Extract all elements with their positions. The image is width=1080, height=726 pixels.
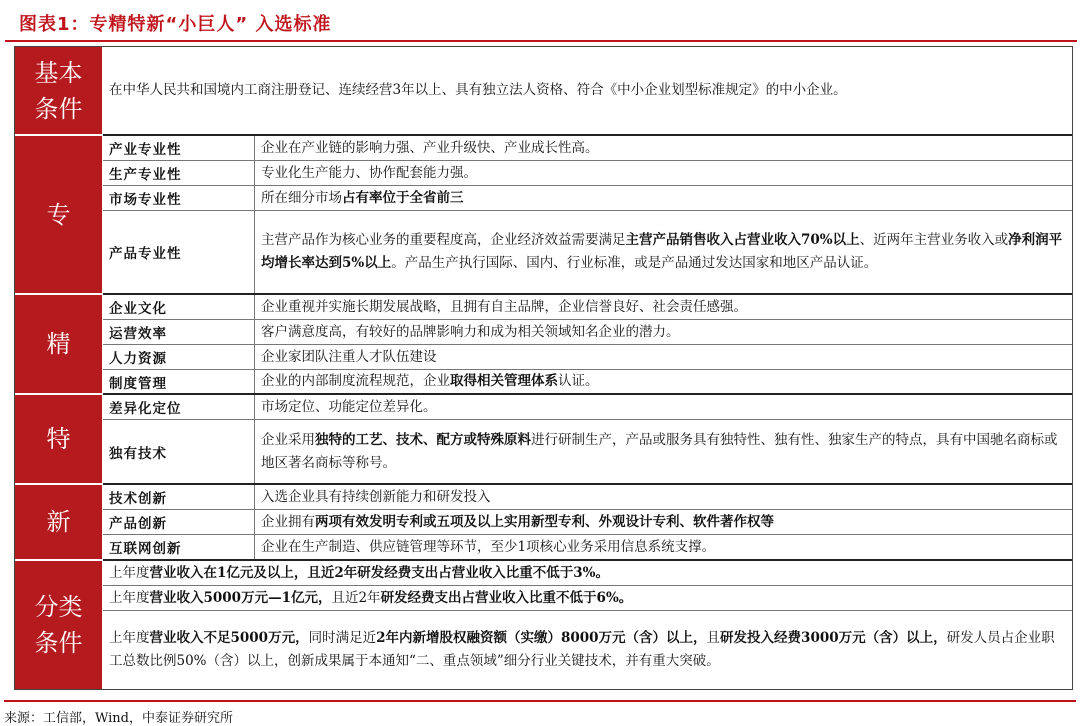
desc-text bbox=[261, 187, 464, 210]
criteria-table bbox=[14, 46, 1073, 690]
emphasis-text: 营业收入不足5000万元， bbox=[149, 630, 309, 646]
row-label: 差异化定位 bbox=[103, 395, 255, 419]
category-basic bbox=[15, 47, 102, 136]
emphasis-text: 研发经费支出占营业收入比重不低于6%。 bbox=[380, 589, 633, 606]
classify-row bbox=[103, 611, 1072, 689]
emphasis-text: 营业收入在1亿元及以上，且近2年研发经费支出占营业收入比重不低于3%。 bbox=[149, 564, 610, 581]
classify-row bbox=[103, 561, 1072, 586]
plain-text: 认证。 bbox=[558, 373, 599, 389]
row-desc bbox=[255, 320, 1072, 344]
plain-text: 上年度 bbox=[109, 564, 150, 581]
row-desc bbox=[255, 161, 1072, 185]
emphasis-text: 取得相关管理体系 bbox=[450, 373, 558, 389]
category-zhuan bbox=[15, 136, 102, 295]
row-desc bbox=[255, 395, 1072, 419]
row-label: 产品专业性 bbox=[103, 211, 255, 293]
plain-text: 同时满足近 bbox=[308, 630, 377, 646]
row-desc bbox=[255, 211, 1072, 293]
category-xin bbox=[15, 485, 102, 561]
row-label: 技术创新 bbox=[103, 485, 255, 509]
desc-text bbox=[109, 587, 632, 610]
plain-text: 企业家团队注重人才队伍建设 bbox=[261, 348, 437, 365]
row-desc bbox=[255, 345, 1072, 369]
plain-text: 主营产品作为核心业务的重要程度高，企业经济效益需要满足 bbox=[261, 232, 626, 248]
row-label: 人力资源 bbox=[103, 345, 255, 369]
desc-text bbox=[261, 321, 680, 344]
row-label: 互联网创新 bbox=[103, 535, 255, 559]
row-label: 产品创新 bbox=[103, 510, 255, 534]
desc-text bbox=[261, 370, 599, 393]
plain-text: 且 bbox=[706, 630, 721, 646]
table-row bbox=[103, 186, 1072, 211]
plain-text: 企业的内部制度流程规范，企业 bbox=[261, 373, 450, 389]
plain-text: 客户满意度高，有较好的品牌影响力和成为相关领域知名企业的潜力。 bbox=[261, 323, 680, 340]
table-row bbox=[103, 485, 1072, 510]
row-label: 企业文化 bbox=[103, 295, 255, 319]
row-desc bbox=[255, 136, 1072, 160]
row-label: 制度管理 bbox=[103, 370, 255, 393]
desc-text bbox=[261, 137, 599, 160]
row-label: 产业专业性 bbox=[103, 136, 255, 160]
row-desc bbox=[255, 370, 1072, 393]
desc-text bbox=[261, 536, 715, 559]
plain-text: 企业在生产制造、供应链管理等环节，至少1项核心业务采用信息系统支撑。 bbox=[261, 538, 716, 555]
emphasis-text: 营业收入5000万元—1亿元， bbox=[149, 589, 332, 606]
row-desc bbox=[255, 510, 1072, 534]
emphasis-text: 2年内新增股权融资额（实缴）8000万元（含）以上， bbox=[376, 630, 707, 646]
category-classify-label: 分类 条件 bbox=[34, 593, 83, 657]
desc-text bbox=[261, 511, 774, 534]
desc-text bbox=[261, 229, 1066, 275]
plain-text: 企业重视并实施长期发展战略，且拥有自主品牌，企业信誉良好、社会责任感强。 bbox=[261, 298, 747, 315]
plain-text: 进行研制生产，产品或服务具有独特性、独有性、独家生产的特点，具有中国驰名商标或地区著名商标等称号。 bbox=[261, 431, 1058, 471]
plain-text: 企业采用 bbox=[261, 431, 315, 448]
table-row bbox=[103, 136, 1072, 161]
desc-text bbox=[261, 162, 477, 185]
desc-text bbox=[109, 627, 1066, 673]
table-row bbox=[103, 395, 1072, 420]
desc-text bbox=[261, 346, 437, 369]
classify-row bbox=[103, 586, 1072, 611]
row-desc bbox=[255, 295, 1072, 319]
plain-text: 所在细分市场 bbox=[261, 189, 342, 206]
table-row bbox=[103, 420, 1072, 485]
emphasis-text: 主营产品销售收入占营业收入70%以上 bbox=[625, 232, 860, 248]
table-row bbox=[103, 510, 1072, 535]
plain-text: 入选企业具有持续创新能力和研发投入 bbox=[261, 488, 491, 505]
category-xin-label: 新 bbox=[46, 508, 71, 536]
category-te bbox=[15, 395, 102, 485]
row-desc bbox=[255, 535, 1072, 559]
desc-text bbox=[109, 562, 609, 585]
emphasis-text: 独特的工艺、技术、配方或特殊原料 bbox=[315, 431, 531, 448]
desc-text bbox=[261, 486, 491, 509]
table-row bbox=[103, 161, 1072, 186]
emphasis-text: 占有率位于全省前三 bbox=[342, 189, 464, 206]
row-label: 独有技术 bbox=[103, 420, 255, 483]
table-row bbox=[103, 535, 1072, 561]
desc-text bbox=[261, 396, 437, 419]
category-te-label: 特 bbox=[46, 425, 71, 453]
plain-text: 研发人员占企业职工总数比例50%（含）以上，创新成果属于本通知“二、重点领域”细分行业关键技术，并有重大突破。 bbox=[109, 630, 1055, 669]
category-jing-label: 精 bbox=[46, 330, 71, 358]
plain-text: 上年度 bbox=[109, 589, 150, 606]
figure-title-bar bbox=[5, 2, 1077, 42]
table-row bbox=[103, 345, 1072, 370]
row-label: 生产专业性 bbox=[103, 161, 255, 185]
emphasis-text: 两项有效发明专利或五项及以上实用新型专利、外观设计专利、软件著作权等 bbox=[315, 513, 774, 530]
emphasis-text: 净利润平均增长率达到5%以上 bbox=[261, 232, 1063, 271]
table-row bbox=[103, 295, 1072, 320]
table-row bbox=[103, 320, 1072, 345]
plain-text: 上年度 bbox=[109, 630, 150, 646]
basic-conditions-text: 在中华人民共和国境内工商注册登记、连续经营3年以上、具有独立法人资格、符合《中小企业划型标准规定》的中小企业。 bbox=[103, 47, 1072, 136]
plain-text: 。产品生产执行国际、国内、行业标准，或是产品通过发达国家和地区产品认证。 bbox=[391, 255, 878, 271]
plain-text: 企业拥有 bbox=[261, 513, 315, 530]
desc-text bbox=[261, 296, 747, 319]
plain-text: 专业化生产能力、协作配套能力强。 bbox=[261, 164, 477, 181]
table-row bbox=[103, 370, 1072, 395]
figure-title: 图表1：专精特新“小巨人” 入选标准 bbox=[19, 14, 332, 35]
category-basic-label: 基本 条件 bbox=[34, 58, 83, 123]
row-desc bbox=[255, 186, 1072, 210]
row-label: 市场专业性 bbox=[103, 186, 255, 210]
plain-text: 、近两年主营业务收入或 bbox=[859, 232, 1009, 248]
category-classify bbox=[15, 561, 102, 689]
desc-text bbox=[261, 429, 1066, 475]
table-row bbox=[103, 211, 1072, 295]
source-note: 来源：工信部，Wind，中泰证券研究所 bbox=[4, 700, 1076, 726]
row-label: 运营效率 bbox=[103, 320, 255, 344]
plain-text: 市场定位、功能定位差异化。 bbox=[261, 398, 437, 415]
category-jing bbox=[15, 295, 102, 395]
category-zhuan-label: 专 bbox=[46, 200, 71, 229]
plain-text: 企业在产业链的影响力强、产业升级快、产业成长性高。 bbox=[261, 139, 599, 156]
row-desc bbox=[255, 420, 1072, 483]
row-desc bbox=[255, 485, 1072, 509]
emphasis-text: 研发投入经费3000万元（含）以上， bbox=[720, 630, 947, 646]
plain-text: 且近2年 bbox=[331, 589, 381, 606]
